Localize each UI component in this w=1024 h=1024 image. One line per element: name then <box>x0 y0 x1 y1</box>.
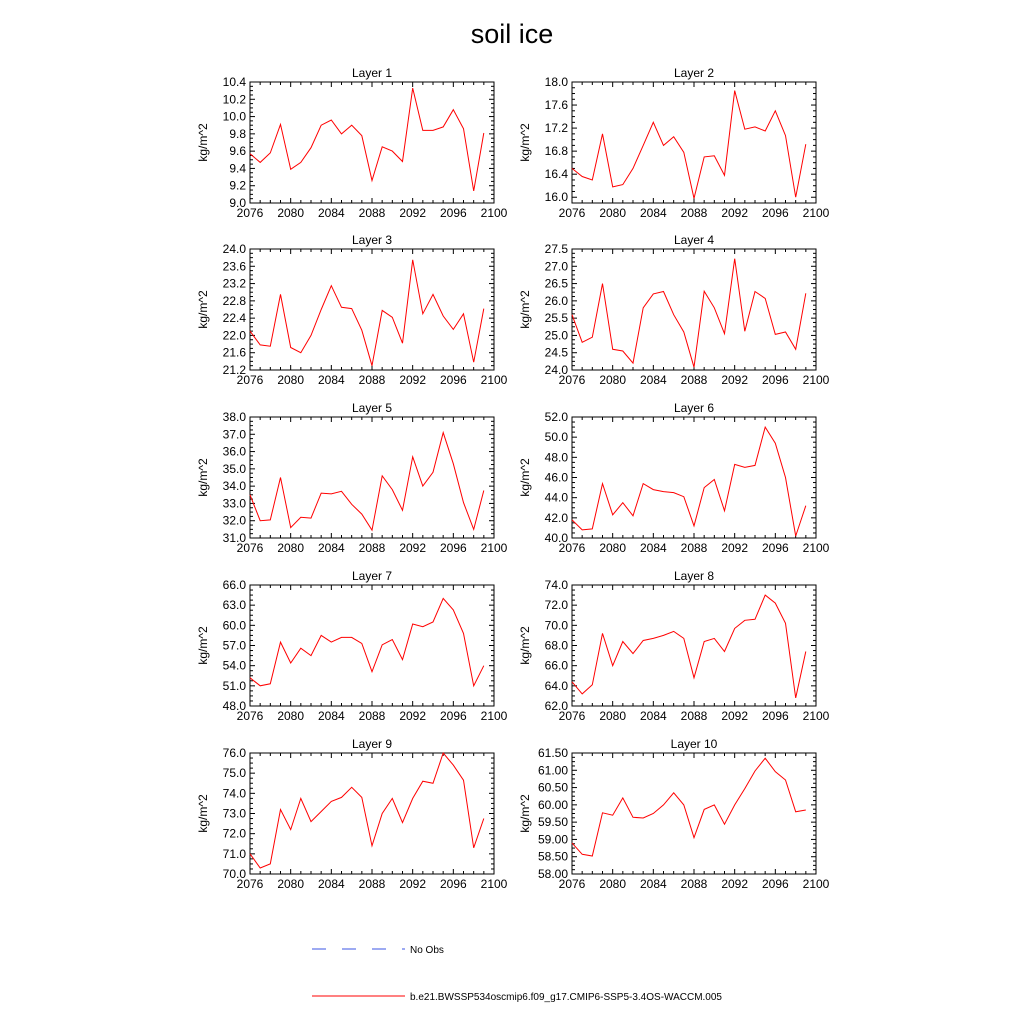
x-tick-label: 2080 <box>599 541 627 555</box>
y-tick-label: 9.6 <box>229 144 246 159</box>
x-tick-label: 2076 <box>236 709 264 723</box>
x-tick-label: 2100 <box>802 541 830 555</box>
panel-title: Layer 9 <box>351 737 393 751</box>
x-tick-label: 2096 <box>761 709 789 723</box>
x-tick-label: 2084 <box>639 206 667 220</box>
y-axis-label: kg/m^2 <box>518 123 532 162</box>
panel-title: Layer 8 <box>673 569 715 583</box>
y-tick-label: 57.0 <box>222 638 246 653</box>
x-tick-label: 2080 <box>277 373 305 387</box>
panel-title: Layer 4 <box>673 233 715 247</box>
x-tick-label: 2096 <box>761 373 789 387</box>
y-tick-label: 60.50 <box>537 780 568 795</box>
panel-title: Layer 10 <box>670 737 718 751</box>
x-tick-label: 2080 <box>599 877 627 891</box>
y-tick-label: 52.0 <box>544 410 568 424</box>
y-tick-label: 24.0 <box>222 242 246 256</box>
x-tick-label: 2084 <box>639 541 667 555</box>
x-tick-label: 2076 <box>236 541 264 555</box>
panel-title: Layer 2 <box>673 66 715 80</box>
x-tick-label: 2092 <box>721 709 749 723</box>
y-tick-label: 72.0 <box>544 598 568 613</box>
x-tick-label: 2084 <box>639 877 667 891</box>
y-tick-label: 31.0 <box>222 531 246 545</box>
x-tick-label: 2084 <box>317 541 345 555</box>
x-tick-label: 2096 <box>761 206 789 220</box>
y-axis-label: kg/m^2 <box>196 458 210 497</box>
y-tick-label: 33.0 <box>222 496 246 511</box>
y-tick-label: 17.6 <box>544 98 568 113</box>
x-tick-label: 2100 <box>480 709 508 723</box>
y-tick-label: 70.0 <box>222 867 246 881</box>
x-tick-label: 2084 <box>317 877 345 891</box>
x-tick-label: 2080 <box>277 709 305 723</box>
x-tick-label: 2092 <box>721 373 749 387</box>
y-axis-label: kg/m^2 <box>518 626 532 665</box>
y-tick-label: 68.0 <box>544 638 568 653</box>
y-tick-label: 48.0 <box>222 699 246 713</box>
x-tick-label: 2092 <box>399 541 427 555</box>
y-tick-label: 17.2 <box>544 121 568 136</box>
y-tick-label: 46.0 <box>544 470 568 485</box>
x-tick-label: 2100 <box>480 877 508 891</box>
panel-title: Layer 1 <box>351 66 393 80</box>
main-title: soil ice <box>470 19 554 49</box>
y-tick-label: 50.0 <box>544 430 568 445</box>
y-tick-label: 73.0 <box>222 806 246 821</box>
y-tick-label: 21.2 <box>222 363 246 377</box>
y-tick-label: 22.0 <box>222 328 246 343</box>
x-tick-label: 2084 <box>317 373 345 387</box>
y-tick-label: 63.0 <box>222 598 246 613</box>
x-tick-label: 2088 <box>358 877 386 891</box>
y-tick-label: 54.0 <box>222 658 246 673</box>
x-tick-label: 2084 <box>317 709 345 723</box>
y-tick-label: 27.5 <box>544 242 568 256</box>
y-tick-label: 10.4 <box>222 75 246 89</box>
x-tick-label: 2088 <box>680 373 708 387</box>
y-tick-label: 40.0 <box>544 531 568 545</box>
y-tick-label: 75.0 <box>222 766 246 781</box>
y-tick-label: 62.0 <box>544 699 568 713</box>
x-tick-label: 2096 <box>439 877 467 891</box>
y-tick-label: 60.00 <box>537 797 568 812</box>
y-tick-label: 16.8 <box>544 144 568 159</box>
y-tick-label: 32.0 <box>222 513 246 528</box>
x-tick-label: 2088 <box>680 877 708 891</box>
y-tick-label: 16.4 <box>544 167 568 182</box>
x-tick-label: 2076 <box>558 709 586 723</box>
y-tick-label: 24.0 <box>544 363 568 377</box>
y-tick-label: 48.0 <box>544 450 568 465</box>
x-tick-label: 2100 <box>480 541 508 555</box>
x-tick-label: 2092 <box>399 373 427 387</box>
y-tick-label: 61.00 <box>537 763 568 778</box>
y-axis-label: kg/m^2 <box>518 458 532 497</box>
x-tick-label: 2076 <box>558 541 586 555</box>
x-tick-label: 2088 <box>358 541 386 555</box>
y-tick-label: 66.0 <box>222 578 246 592</box>
y-tick-label: 25.0 <box>544 328 568 343</box>
x-tick-label: 2092 <box>721 206 749 220</box>
x-tick-label: 2096 <box>761 541 789 555</box>
y-tick-label: 76.0 <box>222 746 246 760</box>
panel-title: Layer 6 <box>673 401 715 415</box>
x-tick-label: 2076 <box>558 877 586 891</box>
y-tick-label: 26.0 <box>544 293 568 308</box>
y-tick-label: 22.8 <box>222 293 246 308</box>
x-tick-label: 2096 <box>439 541 467 555</box>
x-tick-label: 2092 <box>399 709 427 723</box>
x-tick-label: 2100 <box>480 206 508 220</box>
y-axis-label: kg/m^2 <box>196 794 210 833</box>
y-tick-label: 44.0 <box>544 490 568 505</box>
x-tick-label: 2088 <box>358 373 386 387</box>
y-tick-label: 71.0 <box>222 846 246 861</box>
x-tick-label: 2092 <box>399 206 427 220</box>
x-tick-label: 2076 <box>558 206 586 220</box>
legend-model-label: b.e21.BWSSP534oscmip6.f09_g17.CMIP6-SSP5-3.4OS-WACCM.005 <box>410 992 722 1003</box>
y-axis-label: kg/m^2 <box>196 626 210 665</box>
panel-title: Layer 7 <box>351 569 393 583</box>
y-axis-label: kg/m^2 <box>196 123 210 162</box>
y-axis-label: kg/m^2 <box>518 794 532 833</box>
y-tick-label: 22.4 <box>222 311 246 326</box>
y-tick-label: 9.0 <box>229 196 246 210</box>
panel-title: Layer 3 <box>351 233 393 247</box>
y-tick-label: 36.0 <box>222 444 246 459</box>
x-tick-label: 2088 <box>680 206 708 220</box>
y-tick-label: 26.5 <box>544 276 568 291</box>
x-tick-label: 2088 <box>358 206 386 220</box>
y-tick-label: 23.6 <box>222 259 246 274</box>
x-tick-label: 2084 <box>639 709 667 723</box>
y-tick-label: 37.0 <box>222 427 246 442</box>
y-tick-label: 23.2 <box>222 276 246 291</box>
x-tick-label: 2100 <box>480 373 508 387</box>
y-tick-label: 74.0 <box>222 786 246 801</box>
y-tick-label: 61.50 <box>537 746 568 760</box>
x-tick-label: 2084 <box>317 206 345 220</box>
y-tick-label: 59.00 <box>537 832 568 847</box>
x-tick-label: 2088 <box>680 709 708 723</box>
x-tick-label: 2080 <box>277 206 305 220</box>
x-tick-label: 2100 <box>802 206 830 220</box>
y-tick-label: 38.0 <box>222 410 246 424</box>
y-tick-label: 34.0 <box>222 479 246 494</box>
panel-title: Layer 5 <box>351 401 393 415</box>
y-tick-label: 18.0 <box>544 75 568 89</box>
y-tick-label: 60.0 <box>222 618 246 633</box>
x-tick-label: 2076 <box>236 206 264 220</box>
x-tick-label: 2092 <box>721 541 749 555</box>
y-tick-label: 9.8 <box>229 126 246 141</box>
legend-obs-label: No Obs <box>410 945 444 956</box>
x-tick-label: 2092 <box>721 877 749 891</box>
x-tick-label: 2080 <box>277 877 305 891</box>
x-tick-label: 2092 <box>399 877 427 891</box>
x-tick-label: 2096 <box>439 709 467 723</box>
x-tick-label: 2076 <box>236 877 264 891</box>
x-tick-label: 2100 <box>802 877 830 891</box>
x-tick-label: 2080 <box>599 709 627 723</box>
x-tick-label: 2080 <box>599 373 627 387</box>
x-tick-label: 2076 <box>236 373 264 387</box>
x-tick-label: 2088 <box>358 709 386 723</box>
y-tick-label: 10.2 <box>222 92 246 107</box>
y-tick-label: 74.0 <box>544 578 568 592</box>
y-tick-label: 9.2 <box>229 178 246 193</box>
x-tick-label: 2076 <box>558 373 586 387</box>
x-tick-label: 2096 <box>439 206 467 220</box>
x-tick-label: 2096 <box>439 373 467 387</box>
x-tick-label: 2100 <box>802 373 830 387</box>
y-tick-label: 21.6 <box>222 345 246 360</box>
y-tick-label: 27.0 <box>544 259 568 274</box>
y-tick-label: 59.50 <box>537 815 568 830</box>
x-tick-label: 2100 <box>802 709 830 723</box>
y-tick-label: 42.0 <box>544 510 568 525</box>
y-tick-label: 66.0 <box>544 658 568 673</box>
y-tick-label: 51.0 <box>222 678 246 693</box>
x-tick-label: 2080 <box>599 206 627 220</box>
x-tick-label: 2096 <box>761 877 789 891</box>
x-tick-label: 2088 <box>680 541 708 555</box>
y-tick-label: 35.0 <box>222 461 246 476</box>
y-tick-label: 16.0 <box>544 190 568 205</box>
y-tick-label: 58.00 <box>537 867 568 881</box>
y-tick-label: 10.0 <box>222 109 246 124</box>
x-tick-label: 2084 <box>639 373 667 387</box>
y-tick-label: 24.5 <box>544 345 568 360</box>
y-tick-label: 70.0 <box>544 618 568 633</box>
y-tick-label: 72.0 <box>222 826 246 841</box>
y-tick-label: 64.0 <box>544 678 568 693</box>
y-axis-label: kg/m^2 <box>518 290 532 329</box>
y-tick-label: 25.5 <box>544 311 568 326</box>
y-tick-label: 58.50 <box>537 849 568 864</box>
y-axis-label: kg/m^2 <box>196 290 210 329</box>
y-tick-label: 9.4 <box>229 161 246 176</box>
x-tick-label: 2080 <box>277 541 305 555</box>
